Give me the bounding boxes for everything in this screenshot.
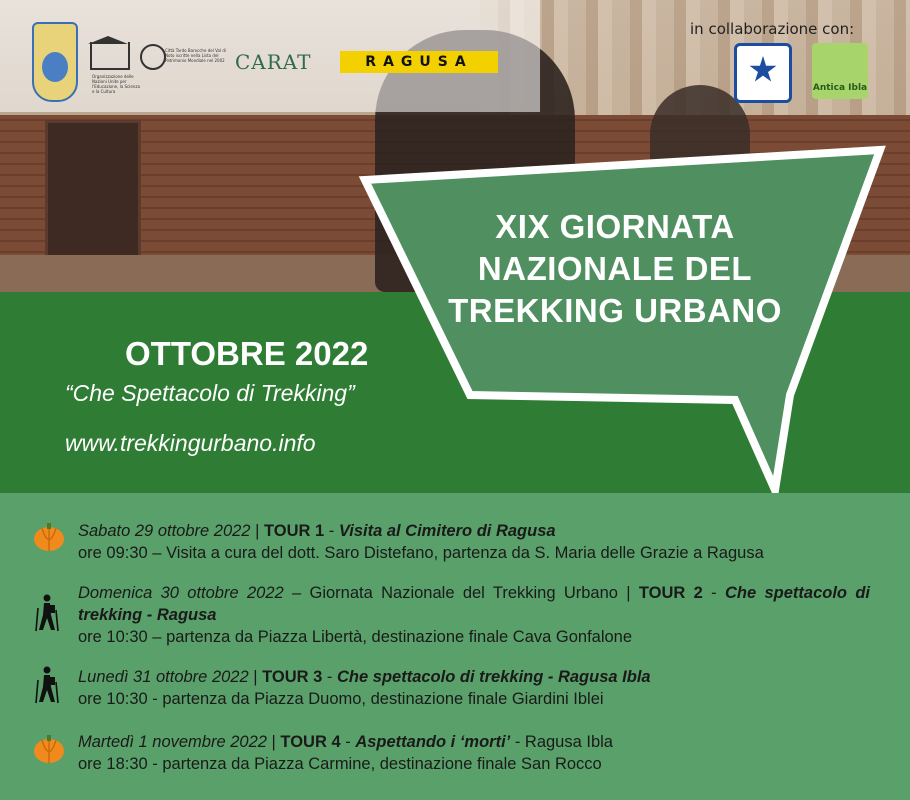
website-link[interactable]: www.trekkingurbano.info <box>65 430 316 456</box>
motto: “Che Spettacolo di Trekking” <box>65 380 355 406</box>
hiker-icon <box>34 594 60 632</box>
event-detail: ore 10:30 – partenza da Piazza Libertà, destinazione finale Cava Gonfalone <box>78 628 633 646</box>
event-title-line: XIX GIORNATA <box>495 208 735 245</box>
dash: - <box>702 584 725 602</box>
event-date: Domenica 30 ottobre 2022 <box>78 584 284 602</box>
event-tour-title: Aspettando i ‘morti’ <box>355 733 511 751</box>
event-detail: ore 09:30 – Visita a cura del dott. Saro Distefano, partenza da S. Maria delle Grazie a Ragusa <box>78 544 764 562</box>
event-tour-title: Visita al Cimitero di Ragusa <box>338 522 556 540</box>
pumpkin-icon <box>33 734 65 764</box>
dash: - <box>324 522 339 540</box>
ragusa-logo: RAGUSA <box>340 51 498 73</box>
event-date: Sabato 29 ottobre 2022 <box>78 522 251 540</box>
hiker-icon <box>34 666 60 704</box>
event-heading-line <box>78 582 870 626</box>
carat-logo: CARAT <box>235 50 312 74</box>
event-title-line: TREKKING URBANO <box>448 292 782 329</box>
event-date: Martedì 1 novembre 2022 <box>78 733 267 751</box>
event-date: Lunedì 31 ottobre 2022 <box>78 668 249 686</box>
event-item <box>78 666 878 710</box>
event-tour: TOUR 3 <box>262 668 323 686</box>
unesco-caption: Organizzazione delle Nazioni Unite per l'Educazione, la Scienza e la Cultura <box>92 74 140 94</box>
separator: | <box>248 668 263 686</box>
event-detail: ore 10:30 - partenza da Piazza Duomo, destinazione finale Giardini Iblei <box>78 690 604 708</box>
event-item <box>78 520 878 564</box>
event-tour-title: Che spettacolo di trekking - Ragusa Ibla <box>337 668 651 686</box>
event-subtitle: – Giornata Nazionale del Trekking Urbano | <box>283 584 639 602</box>
event-heading-line <box>78 731 878 753</box>
event-detail: ore 18:30 - partenza da Piazza Carmine, destinazione finale San Rocco <box>78 755 602 773</box>
event-item <box>78 582 870 648</box>
event-tour: TOUR 1 <box>263 522 325 540</box>
dash: - <box>322 668 338 686</box>
event-item <box>78 731 878 775</box>
event-tour-title: Che spettacolo di trekking - Ragusa <box>78 584 870 624</box>
collaboration-label: in collaborazione con: <box>690 20 855 38</box>
event-location: - Ragusa Ibla <box>510 733 613 751</box>
pumpkin-icon <box>33 522 65 552</box>
event-title-line: NAZIONALE DEL <box>477 250 753 287</box>
dash: - <box>340 733 356 751</box>
separator: | <box>250 522 264 540</box>
event-tour: TOUR 2 <box>638 584 703 602</box>
event-tour: TOUR 4 <box>280 733 341 751</box>
separator: | <box>266 733 281 751</box>
world-heritage-caption: Città Tardo Barocche del Val di Noto iscritte nella Lista del Patrimonio Mondiale nel 2002 <box>165 48 226 63</box>
event-title <box>410 206 820 332</box>
event-heading-line <box>78 666 878 688</box>
antica-ibla-label: Antica Ibla <box>812 83 868 93</box>
month-heading: OTTOBRE 2022 <box>125 335 369 372</box>
event-heading-line <box>78 520 878 542</box>
